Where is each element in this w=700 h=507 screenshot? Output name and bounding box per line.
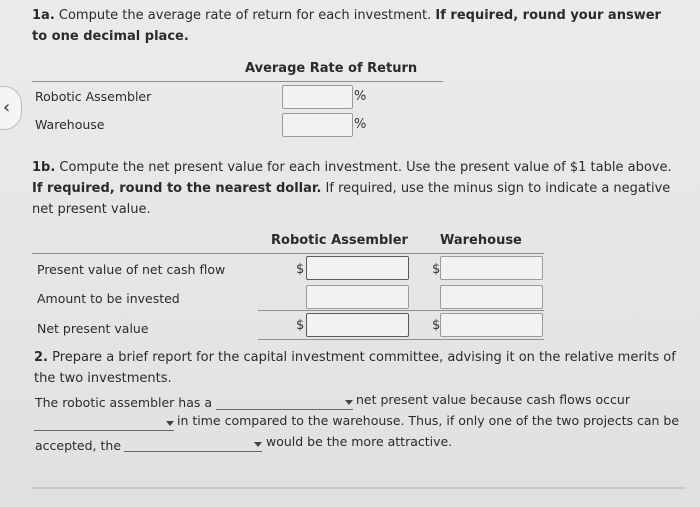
report-text-3: in time compared to the warehouse. Thus, if only one of the two projects can be	[177, 413, 680, 428]
col-header-robotic: Robotic Assembler	[271, 233, 408, 248]
row-label-warehouse: Warehouse	[35, 117, 105, 132]
divider	[32, 487, 686, 489]
dollar-sign: $	[296, 262, 305, 277]
chevron-down-icon	[345, 400, 353, 405]
warehouse-amount-input[interactable]	[440, 285, 543, 309]
chevron-left-icon: ‹	[3, 97, 11, 118]
report-text-5: would be the more attractive.	[266, 434, 453, 449]
robotic-rate-input[interactable]	[282, 85, 353, 109]
divider	[32, 253, 544, 254]
question-1a: 1a. Compute the average rate of return for each investment. If required, round your answer to one decimal place.	[32, 8, 661, 44]
row-label-robotic: Robotic Assembler	[35, 89, 152, 104]
npv-comparison-dropdown[interactable]	[216, 409, 353, 410]
avg-rate-header: Average Rate of Return	[245, 61, 418, 76]
chevron-down-icon	[166, 421, 174, 426]
question-2: 2. Prepare a brief report for the capital investment committee, advising it on the relative merits of the two investments.	[34, 350, 676, 386]
dollar-sign: $	[296, 318, 305, 333]
divider	[32, 81, 443, 82]
dollar-sign: $	[432, 318, 441, 333]
report-text-4: accepted, the	[35, 438, 122, 453]
timing-dropdown[interactable]	[34, 430, 174, 431]
dollar-sign: $	[432, 262, 441, 277]
row-label-npv: Net present value	[37, 321, 149, 336]
percent-unit: %	[354, 117, 367, 132]
row-label-pv-cash-flow: Present value of net cash flow	[37, 262, 226, 277]
divider	[258, 339, 544, 340]
row-label-amount-invested: Amount to be invested	[37, 291, 180, 306]
divider	[258, 310, 544, 311]
robotic-pv-input[interactable]	[306, 256, 409, 280]
warehouse-rate-input[interactable]	[282, 113, 353, 137]
warehouse-npv-input[interactable]	[440, 313, 543, 337]
report-text-2: net present value because cash flows occur	[356, 392, 630, 407]
chevron-down-icon	[254, 442, 262, 447]
question-1b: 1b. Compute the net present value for each investment. Use the present value of $1 table above. If required, round to the nearest dollar. If required, use the minus sign to indicate a negative net present value.	[32, 160, 672, 217]
col-header-warehouse: Warehouse	[440, 233, 522, 248]
percent-unit: %	[354, 89, 367, 104]
project-choice-dropdown[interactable]	[124, 451, 262, 452]
robotic-npv-input[interactable]	[306, 313, 409, 337]
report-text-1: The robotic assembler has a	[35, 395, 213, 410]
robotic-amount-input[interactable]	[306, 285, 409, 309]
back-tab[interactable]	[0, 86, 22, 130]
warehouse-pv-input[interactable]	[440, 256, 543, 280]
